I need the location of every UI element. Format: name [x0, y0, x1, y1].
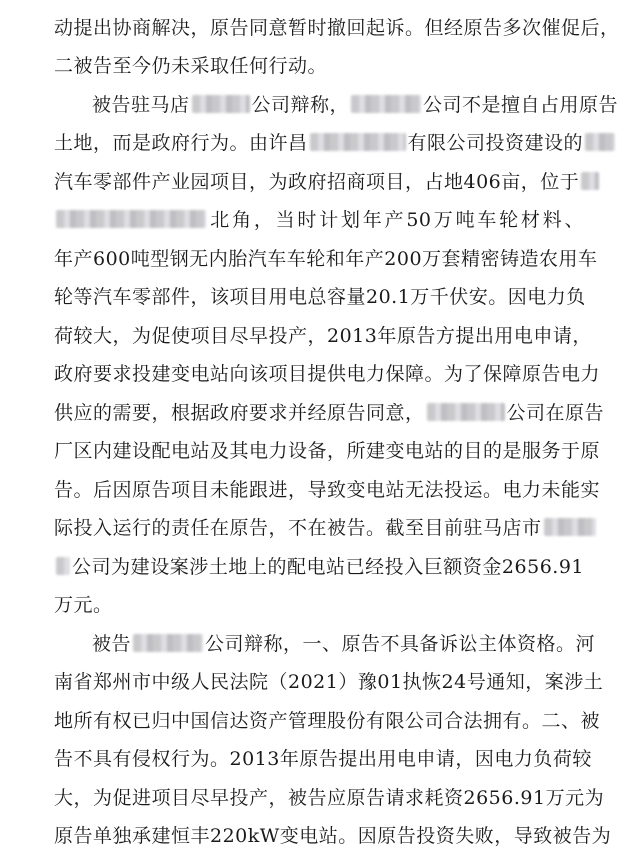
redaction-mark — [585, 133, 615, 151]
text-line-4: 土地，而是政府行为。由许昌 有限公司投资建设的 — [54, 129, 584, 157]
text-line-1: 动提出协商解决，原告同意暂时撤回起诉。但经原告多次催促后， — [54, 17, 620, 39]
text-line-15: 公司为建设案涉土地上的配电站已经投入巨额资金2656.91 — [54, 553, 584, 581]
redaction-mark — [56, 557, 70, 575]
text-line-6: 北角，当时计划年产50万吨车轮材料、 — [54, 206, 584, 234]
redaction-mark — [544, 518, 596, 536]
redaction-mark — [56, 210, 206, 228]
redaction-mark — [427, 403, 505, 421]
text-line-20: 告不具有侵权行为。2013年原告提出用电申请，因电力负荷较 — [54, 748, 592, 770]
redaction-mark — [351, 95, 421, 113]
redaction-mark — [581, 172, 599, 190]
text-line-3: 被告驻马店 公司辩称， 公司不是擅自占用原告 — [92, 94, 619, 116]
text-line-19: 地所有权已归中国信达资产管理股份有限公司合法拥有。二、被 — [54, 710, 601, 732]
text-line-17: 被告 公司辩称，一、原告不具备诉讼主体资格。河 — [92, 633, 596, 655]
text-line-7: 年产600吨型钢无内胎汽车车轮和年产200万套精密铸造农用车 — [54, 248, 598, 270]
text-line-18: 南省郑州市中级人民法院（2021）豫01执恢24号通知，案涉土 — [54, 671, 604, 693]
text-line-2: 二被告至今仍未采取任何行动。 — [54, 55, 328, 77]
text-line-10: 政府要求投建变电站向该项目提供电力保障。为了保障原告电力 — [54, 363, 601, 385]
text-line-5: 汽车零部件产业园项目，为政府招商项目，占地406亩，位于 — [54, 168, 584, 196]
text-line-12: 厂区内建设配电站及其电力设备，所建变电站的目的是服务于原 — [54, 440, 601, 462]
text-line-22: 原告单独承建恒丰220kW变电站。因原告投资失败，导致被告为 — [54, 825, 612, 847]
text-line-21: 大，为促进项目尽早投产，被告应原告请求耗资2656.91万元为 — [54, 787, 605, 809]
redaction-mark — [192, 95, 250, 113]
redaction-mark — [133, 634, 203, 652]
text-line-11: 供应的需要，根据政府要求并经原告同意， 公司在原告 — [54, 402, 605, 424]
redaction-mark — [310, 133, 406, 151]
text-line-13: 告。后因原告项目未能跟进，导致变电站无法投运。电力未能实 — [54, 479, 601, 501]
text-line-8: 轮等汽车零部件，该项目用电总容量20.1万千伏安。因电力负 — [54, 286, 586, 308]
text-line-16: 万元。 — [54, 594, 113, 616]
text-line-9: 荷较大，为促使项目尽早投产，2013年原告方提出用电申请， — [54, 325, 592, 347]
text-line-14: 际投入运行的责任在原告，不在被告。截至目前驻马店市 — [54, 514, 584, 542]
